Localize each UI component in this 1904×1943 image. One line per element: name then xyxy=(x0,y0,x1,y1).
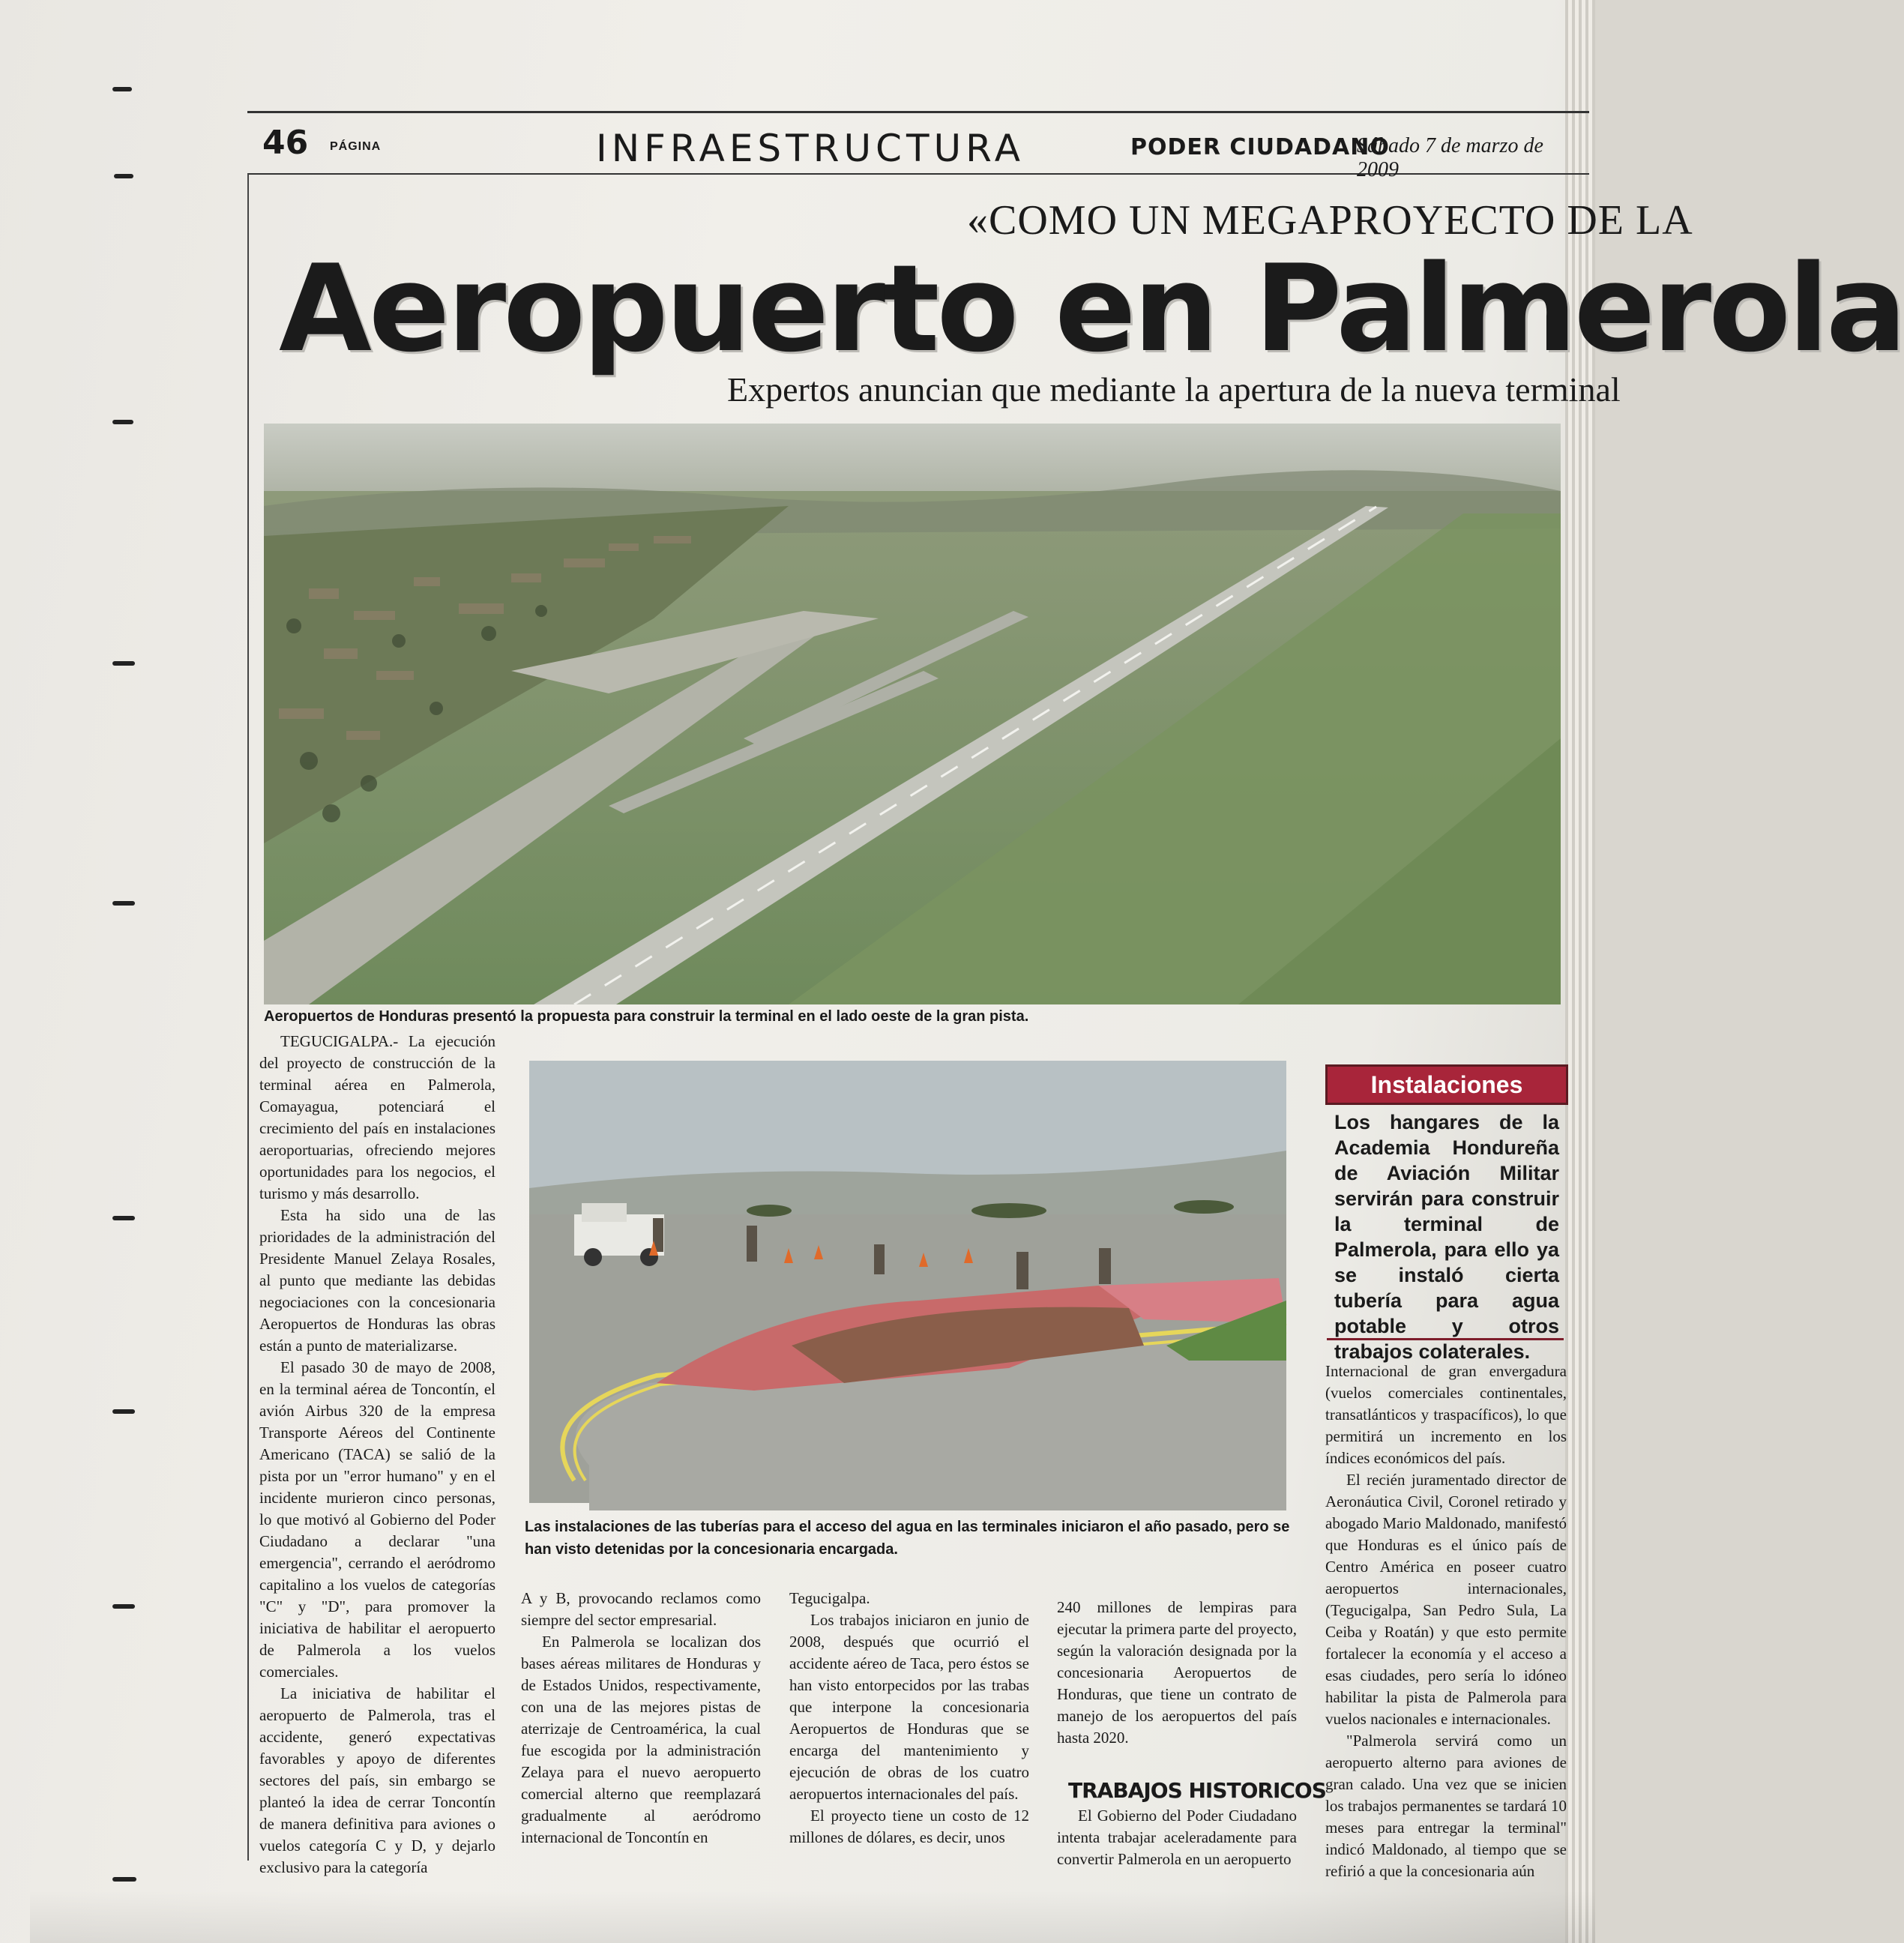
newspaper-brand: PODER CIUDADANO xyxy=(1130,134,1390,160)
paragraph: El pasado 30 de mayo de 2008, en la terminal aérea de Toncontín, el avión Airbus 320 de la empresa Transporte Aéreos del Continente Americano (TACA) se salió de la pista por un "error humano" y en el incidente murieron cinco personas, lo que motivó al Gobierno del Poder Ciudadano a declarar "una emergencia", cerrando el aeródromo capitalino a los vuelos de categorías "C" y "D", para promover la iniciativa de habilitar el aeropuerto de Palmerola a los vuelos comerciales. xyxy=(259,1358,495,1681)
binder-mark xyxy=(112,1877,136,1882)
article-deck: Expertos anuncian que mediante la apertura de la nueva terminal xyxy=(727,370,1621,409)
pipe-works-illustration xyxy=(529,1061,1286,1503)
paragraph: En Palmerola se localizan dos bases aéreas militares de Honduras y de Estados Unidos, respectivamente, con una de las mejores pistas de aterrizaje de Centroamérica, la cual fue escogida por la administración Zelaya para el nuevo aeropuerto comercial alterno que reemplazará gradualmente al aeródromo internacional de Toncontín en xyxy=(521,1633,761,1846)
paragraph: El recién juramentado director de Aeronáutica Civil, Coronel retirado y abogado Mario Maldonado, manifestó que Honduras es el único país de Centro América en poseer cuatro aeropuertos internacionales, (Tegucigalpa, San Pedro Sula, La Ceiba y Roatán) y que esto permite fortalecer la economía y el acceso a esas ciudades, pero sería lo idóneo habilitar la pista de Palmerola para vuelos nacionales e internacionales. xyxy=(1325,1471,1567,1728)
binder-mark xyxy=(114,174,133,178)
article-column-5 xyxy=(1325,1361,1567,1882)
sidebar-divider xyxy=(1327,1338,1564,1340)
article-column-1 xyxy=(259,1031,495,1879)
article-column-3 xyxy=(789,1588,1029,1849)
paragraph: El proyecto tiene un costo de 12 millones de dólares, es decir, unos xyxy=(789,1807,1029,1846)
paragraph: Esta ha sido una de las prioridades de la administración del Presidente Manuel Zelaya Rosales, al punto que mediante las debidas negociaciones con la concesionaria Aeropuertos de Honduras las obras están a punto de materializarse. xyxy=(259,1206,495,1355)
paragraph: El Gobierno del Poder Ciudadano intenta trabajar aceleradamente para convertir Palmerola en un aeropuerto xyxy=(1057,1807,1297,1868)
binder-mark xyxy=(112,1216,135,1220)
binder-mark xyxy=(112,901,135,906)
binder-mark xyxy=(112,1604,135,1609)
section-subhead: TRABAJOS HISTORICOS xyxy=(1068,1778,1326,1803)
page-label: PÁGINA xyxy=(330,140,382,153)
page-number: 46 xyxy=(262,124,309,162)
pipe-works-photo xyxy=(529,1061,1286,1503)
article-column-4 xyxy=(1057,1597,1297,1749)
photo-caption: Las instalaciones de las tuberías para el acceso del agua en las terminales iniciaron el año pasado, pero se han visto detenidas por la concesionaria encargada. xyxy=(525,1519,1290,1558)
aerial-airport-illustration xyxy=(264,424,1561,1004)
article-column-2 xyxy=(521,1588,761,1849)
section-title: INFRAESTRUCTURA xyxy=(596,127,1025,170)
paragraph: A y B, provocando reclamos como siempre del sector empresarial. xyxy=(521,1589,761,1629)
paragraph: Tegucigalpa. xyxy=(789,1589,870,1607)
paragraph: "Palmerola servirá como un aeropuerto alterno para aviones de gran calado. Una vez que se inicien los trabajos permanentes se tardará 10 meses para entregar la terminal" indicó Maldonado, al tiempo que se refirió a que la concesionaria aún xyxy=(1325,1732,1567,1880)
paragraph: Internacional de gran envergadura (vuelos comerciales continentales, transatlánticos y traspacíficos), lo que permitirá un incremento en los índices económicos del país. xyxy=(1325,1362,1567,1467)
sidebar-title: Instalaciones xyxy=(1325,1064,1568,1105)
publication-date: Sábado 7 de marzo de 2009 xyxy=(1357,134,1543,181)
paragraph: Los trabajos iniciaron en junio de 2008, después que ocurrió el accidente aéreo de Taca, pero éstos se han visto entorpecidos por las trabas que interpone la concesionaria Aeropuertos de Honduras que se encarga del mantenimiento y ejecución de obras de los cuatro aeropuertos internacionales del país. xyxy=(789,1611,1029,1803)
article-column-4b xyxy=(1057,1805,1297,1870)
article-kicker: «COMO UN MEGAPROYECTO DE LA xyxy=(967,197,1693,244)
article-headline: Aeropuerto en Palmerola xyxy=(279,238,1904,379)
page-bottom-shadow xyxy=(30,1891,1595,1943)
binder-mark xyxy=(112,1409,135,1414)
photo-caption: Aeropuertos de Honduras presentó la propuesta para construir la terminal en el lado oeste de la gran pista. xyxy=(264,1008,1029,1025)
binder-mark xyxy=(112,87,132,91)
paragraph: 240 millones de lempiras para ejecutar la primera parte del proyecto, según la valoración designada por la concesionaria Aeropuertos de Honduras, que tiene un contrato de manejo de los aeropuertos del país hasta 2020. xyxy=(1057,1598,1297,1747)
paragraph: La iniciativa de habilitar el aeropuerto de Palmerola, tras el accidente, generó expectativas favorables y apoyo de diferentes sectores del país, sin embargo se planteó la idea de cerrar Toncontín de manera definitiva para aviones o vuelos categoría C y D, y dejarlo exclusivo para la categoría xyxy=(259,1684,495,1876)
binder-mark xyxy=(112,420,133,424)
paragraph: TEGUCIGALPA.- La ejecución del proyecto de construcción de la terminal aérea en Palmerola, Comayagua, potenciará el crecimiento del país en instalaciones aeroportuarias, ofreciendo mejores oportunidades para los negocios, el turismo y más desarrollo. xyxy=(259,1032,495,1202)
aerial-airport-photo xyxy=(264,424,1561,1004)
sidebar-text: Los hangares de la Academia Hondureña de Aviación Militar servirán para construir la terminal de Palmerola, para ello ya se instaló cierta tubería para agua potable y otros trabajos colaterales. xyxy=(1334,1111,1559,1363)
binder-mark xyxy=(112,661,135,666)
page-header xyxy=(247,111,1589,181)
